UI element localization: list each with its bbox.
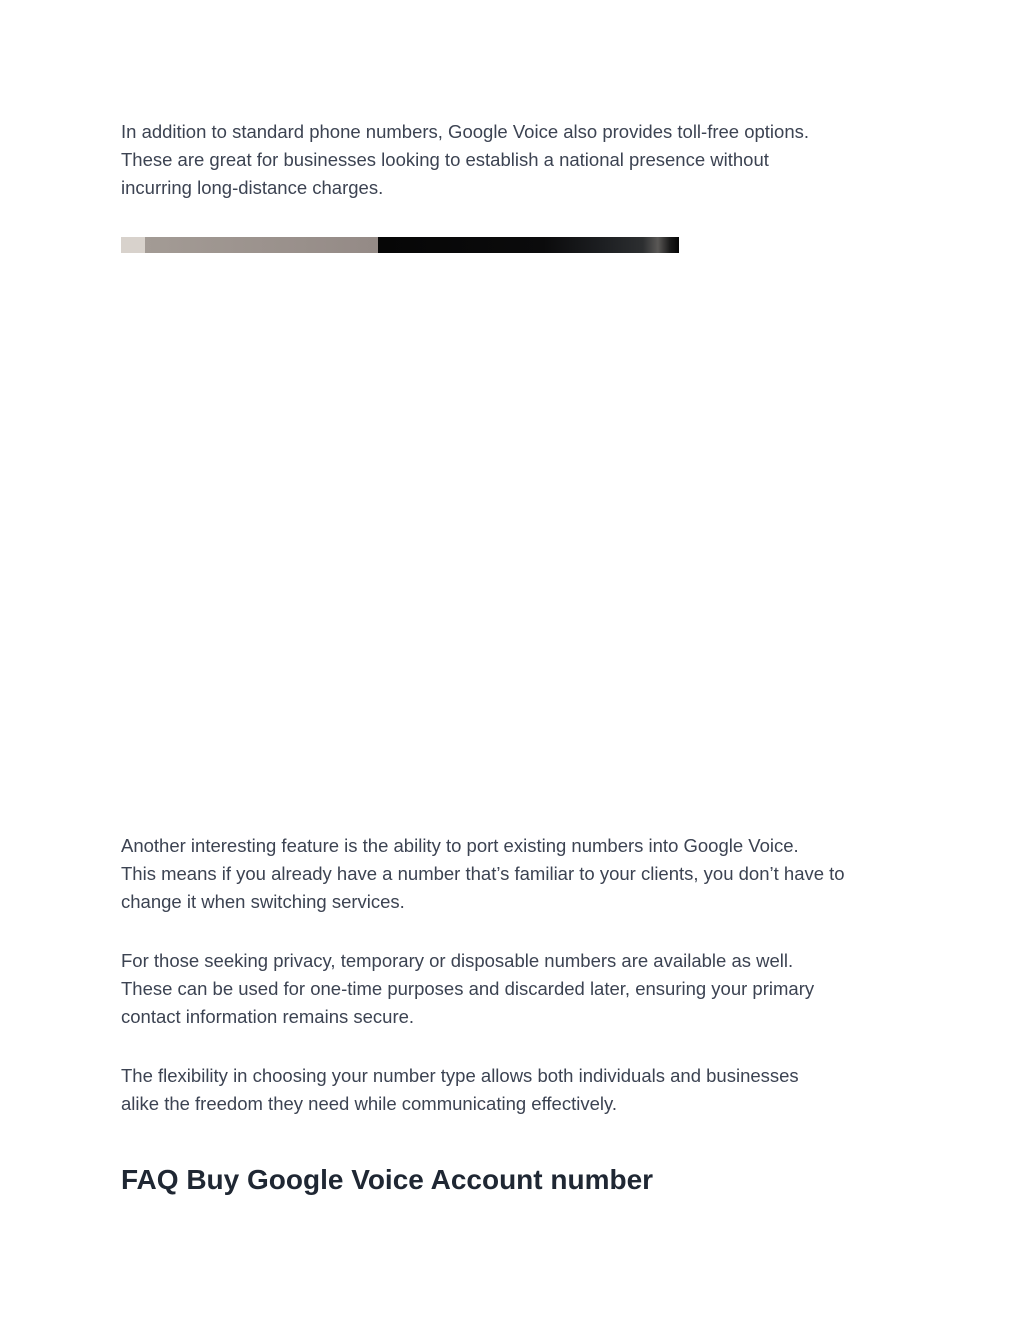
paragraph-flexibility: The flexibility in choosing your number type allows both individuals and businesses alike the freedom they need while communicating effectively. — [121, 1065, 799, 1114]
image-segment-light — [121, 237, 145, 253]
article-image — [121, 237, 679, 253]
paragraph-porting: Another interesting feature is the ability to port existing numbers into Google Voice. This means if you already have a number that’s familiar to your clients, you don’t have to change it when switching services. — [121, 835, 845, 912]
image-segment-dark — [378, 237, 679, 253]
faq-heading: FAQ Buy Google Voice Account number — [121, 1164, 654, 1195]
paragraph-toll-free: In addition to standard phone numbers, Google Voice also provides toll-free options. These are great for businesses looking to establish a national presence without incurring long-distance charges. — [121, 121, 810, 198]
paragraph-privacy: For those seeking privacy, temporary or disposable numbers are available as well. These can be used for one-time purposes and discarded later, ensuring your primary contact information remains secure. — [121, 950, 815, 1027]
image-segment-gray — [145, 237, 378, 253]
